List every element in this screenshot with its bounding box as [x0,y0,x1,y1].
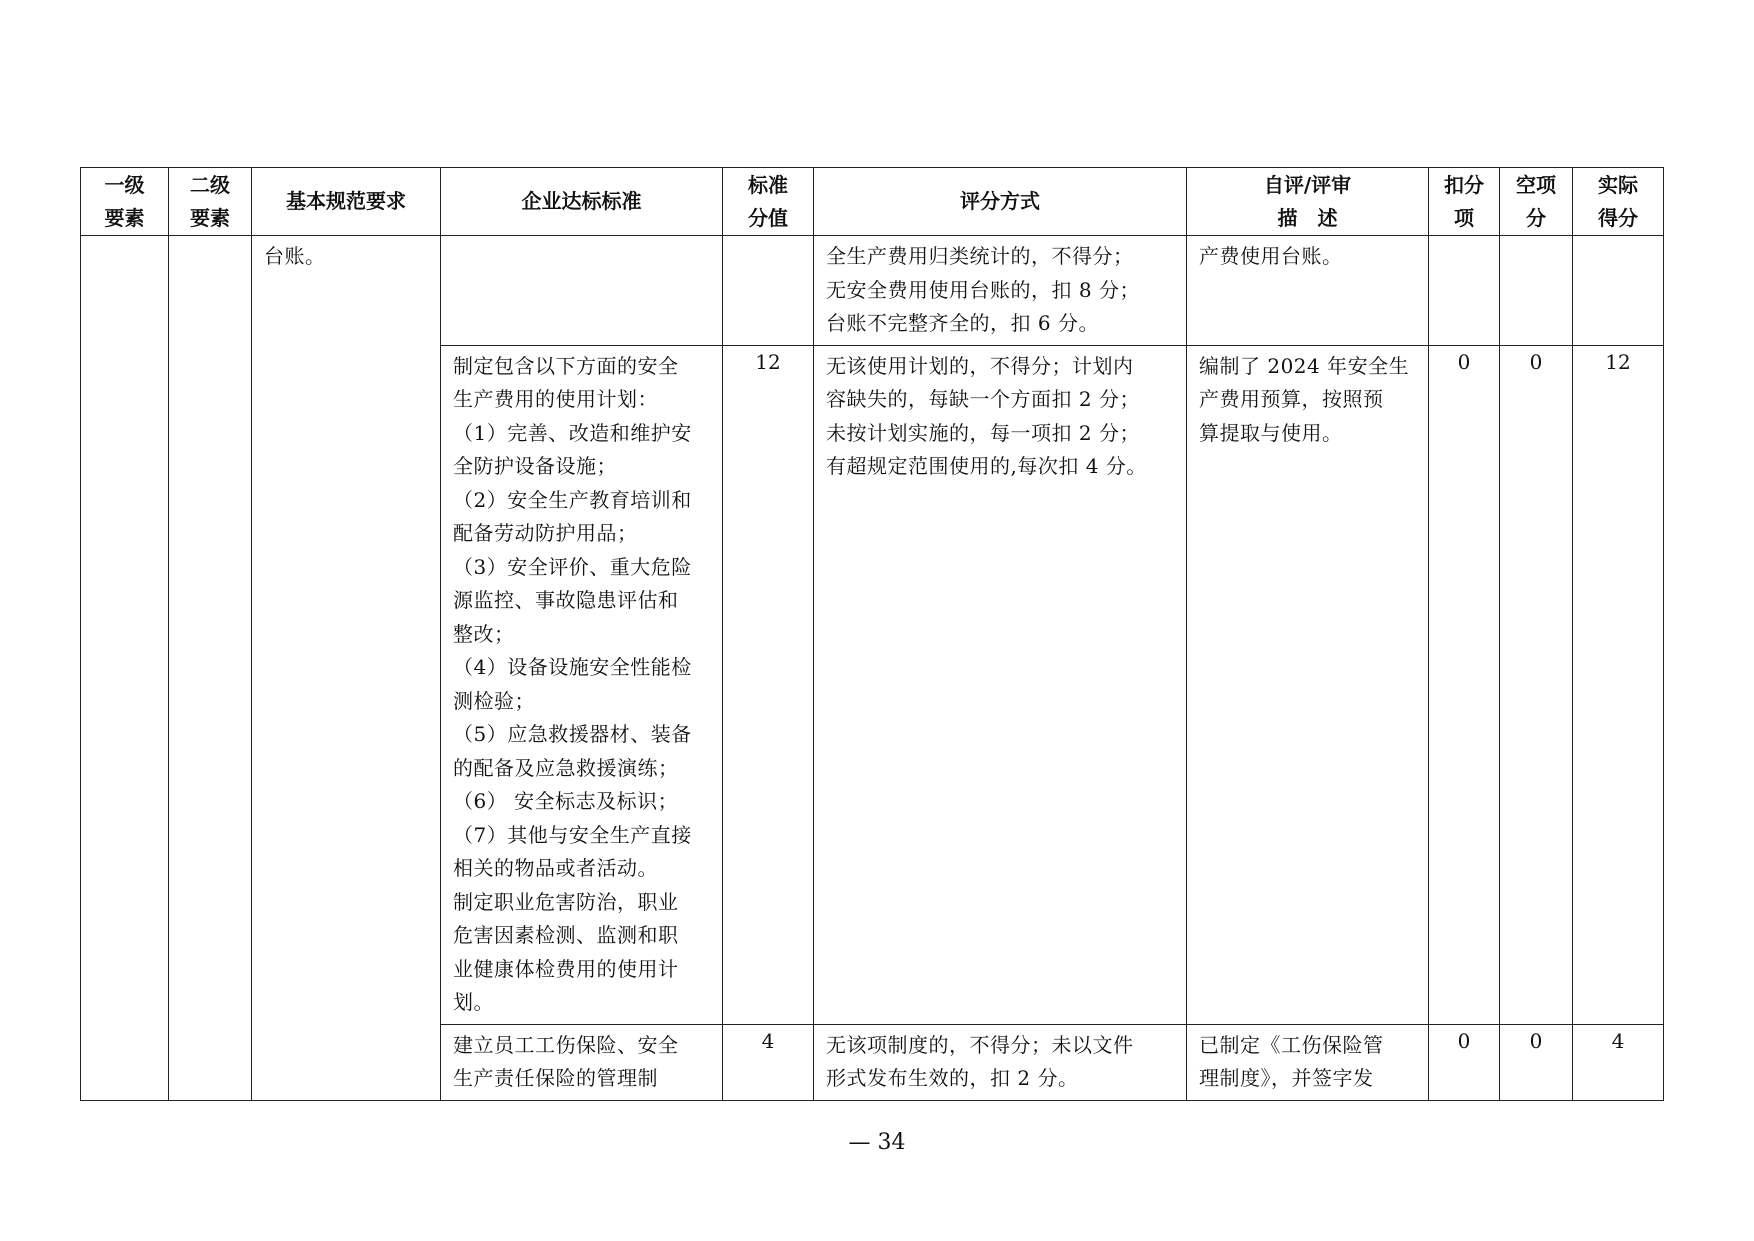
deduct-cell: 0 [1429,345,1500,1024]
scoring-line: 形式发布生效的，扣 2 分。 [826,1066,1079,1090]
standard-line: （7）其他与安全生产直接 [453,822,692,847]
description-line: 已制定《工伤保险管 [1199,1032,1384,1057]
header-level2: 二级 要素 [169,168,252,236]
description-cell [1187,236,1429,346]
score-cell: 4 [723,1024,814,1100]
score-cell [723,236,814,346]
standard-line: 的配备及应急救援演练； [453,755,679,780]
level2-cell [169,236,252,1101]
standard-line: 业健康体检费用的使用计 [453,956,679,981]
header-row [81,168,1664,236]
actual-cell: 12 [1573,345,1664,1024]
page-number: — 34 [848,1130,906,1155]
header-level1: 一级 要素 [81,168,169,236]
scoring-line: 无安全费用使用台账的，扣 8 分； [826,277,1140,302]
standard-line: 危害因素检测、监测和职 [453,923,679,947]
standard-line: 相关的物品或者活动。 [453,856,658,880]
requirement-line: 台账。 [264,244,326,268]
header-description: 自评/评审 描 述 [1187,168,1429,236]
actual-cell: 4 [1573,1024,1664,1100]
standard-line: 整改； [453,621,515,646]
scoring-line: 容缺失的，每缺一个方面扣 2 分； [826,387,1140,411]
header-actual: 实际 得分 [1573,168,1664,236]
standard-line: 配备劳动防护用品； [453,521,638,545]
scoring-line: 无该使用计划的，不得分；计划内 [826,353,1134,378]
description-line: 编制了 2024 年安全生 [1199,353,1410,378]
header-standard: 企业达标标准 [441,168,723,236]
standard-line: （4）设备设施安全性能检 [453,655,692,679]
scoring-line: 未按计划实施的，每一项扣 2 分； [826,420,1140,445]
standard-line: 建立员工工伤保险、安全 [453,1032,679,1057]
standard-line: （5）应急救援器材、装备 [453,722,692,746]
actual-cell [1573,236,1664,346]
standard-line: （1）完善、改造和维护安 [453,420,692,445]
scoring-cell [814,345,1187,1024]
description-line: 理制度》，并签字发 [1199,1066,1374,1090]
description-line: 产费使用台账。 [1199,244,1343,268]
description-line: 算提取与使用。 [1199,420,1343,445]
deduct-cell: 0 [1429,1024,1500,1100]
requirement-cell [252,236,441,1101]
table-row [81,236,1664,346]
description-line: 产费用预算，按照预 [1199,387,1384,411]
standard-line: 源监控、事故隐患评估和 [453,588,679,612]
standard-cell [441,1024,723,1100]
empty-cell: 0 [1500,1024,1573,1100]
description-cell [1187,345,1429,1024]
standard-line: 划。 [453,990,494,1014]
empty-cell [1500,236,1573,346]
standard-line: （6） 安全标志及标识； [453,789,679,813]
standard-line: 制定职业危害防治，职业 [453,889,679,914]
level1-cell [81,236,169,1101]
scoring-line: 有超规定范围使用的,每次扣 4 分。 [826,454,1147,478]
scoring-line: 台账不完整齐全的，扣 6 分。 [826,311,1099,335]
deduct-cell [1429,236,1500,346]
header-requirement: 基本规范要求 [252,168,441,236]
empty-cell: 0 [1500,345,1573,1024]
standard-line: 生产责任保险的管理制 [453,1066,658,1090]
scoring-line: 全生产费用归类统计的，不得分； [826,244,1134,268]
standard-line: （2）安全生产教育培训和 [453,487,692,512]
header-scoring: 评分方式 [814,168,1187,236]
standard-line: 制定包含以下方面的安全 [453,353,679,378]
scoring-cell [814,1024,1187,1100]
header-score: 标准 分值 [723,168,814,236]
scoring-cell [814,236,1187,346]
standard-cell [441,236,723,346]
standard-line: （3）安全评价、重大危险 [453,554,692,579]
scoring-line: 无该项制度的，不得分；未以文件 [826,1032,1134,1057]
score-cell: 12 [723,345,814,1024]
standard-line: 全防护设备设施； [453,454,617,478]
header-empty: 空项 分 [1500,168,1573,236]
standard-line: 测检验； [453,688,535,713]
description-cell [1187,1024,1429,1100]
header-deduct: 扣分 项 [1429,168,1500,236]
standard-cell [441,345,723,1024]
assessment-table [80,167,1664,1101]
standard-line: 生产费用的使用计划： [453,387,658,411]
